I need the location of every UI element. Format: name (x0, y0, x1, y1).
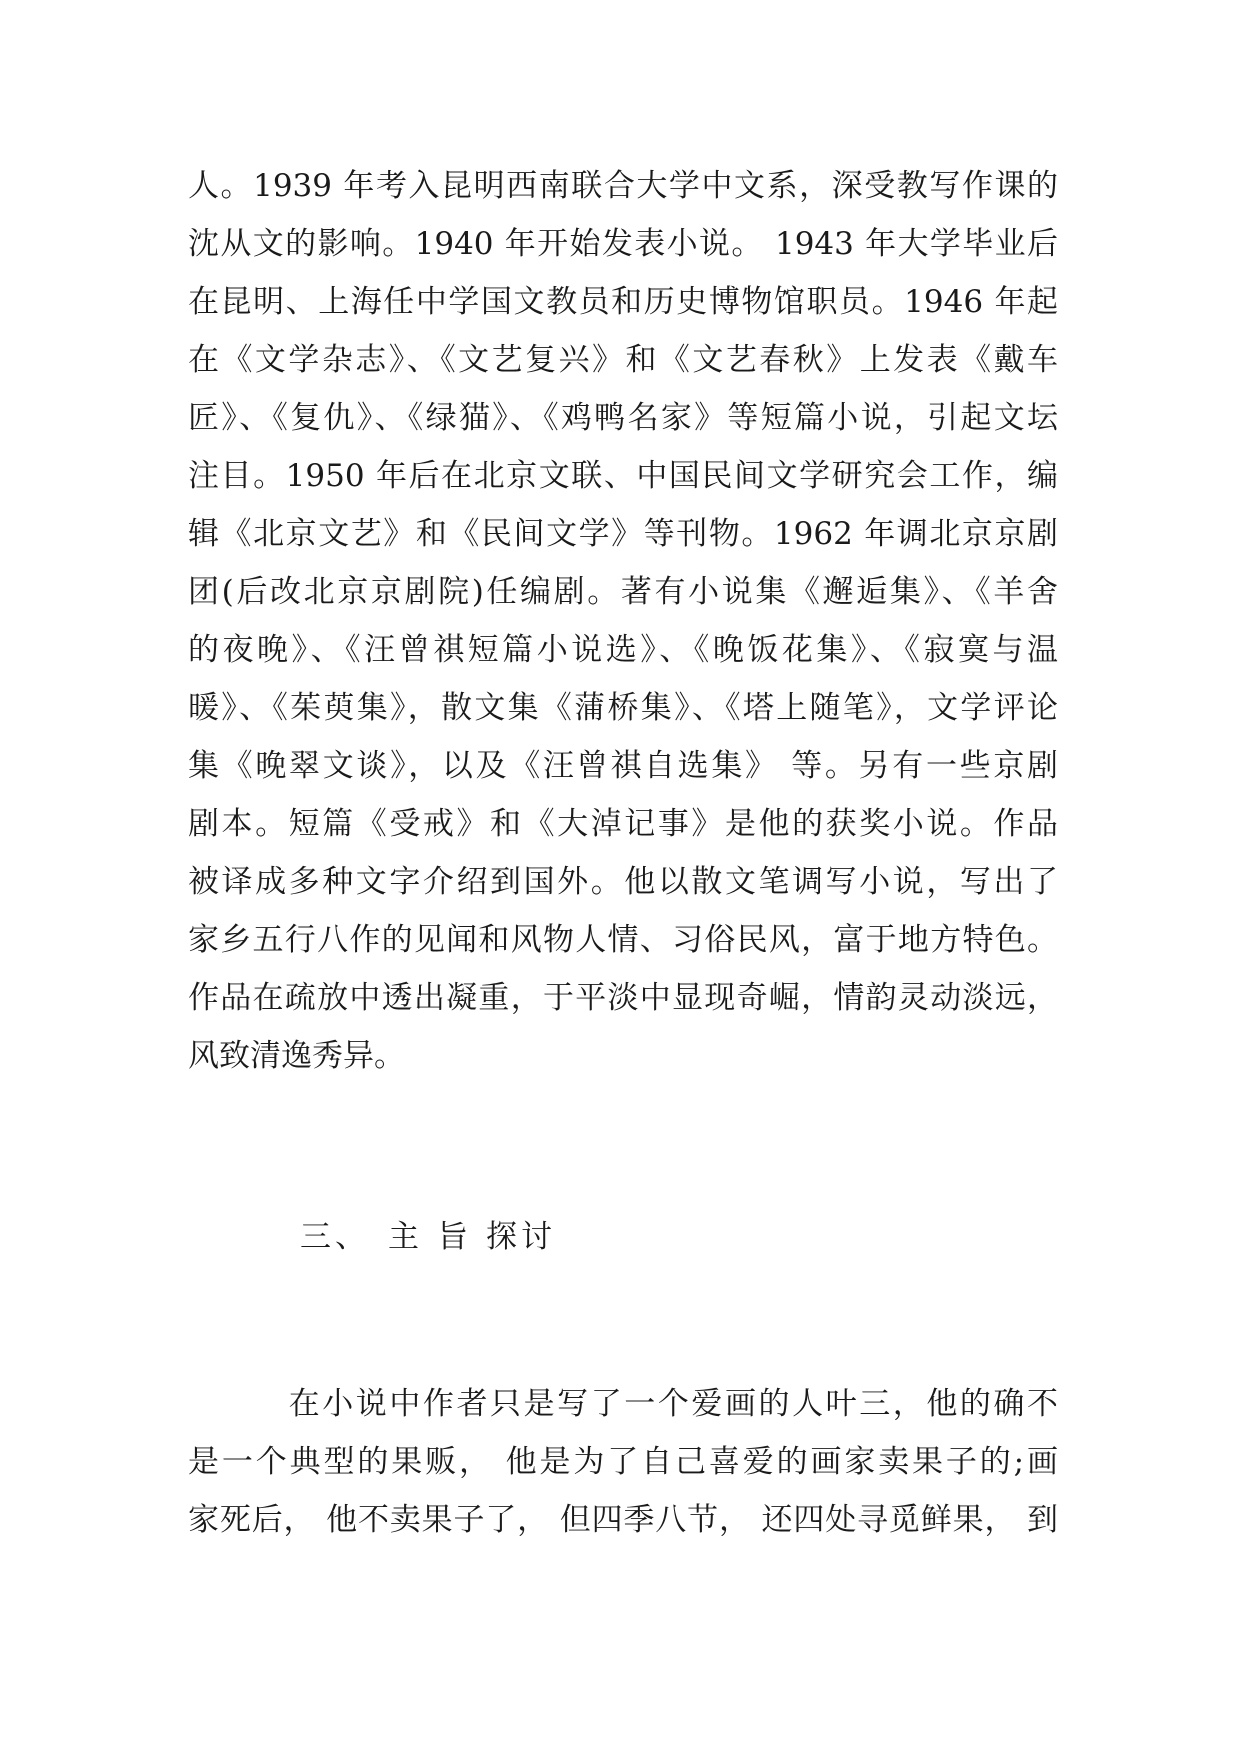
section-title-part: 探讨 (486, 1219, 556, 1255)
author-bio-paragraph (188, 157, 1058, 1085)
text-line: 家乡五行八作的见闻和风物人情、习俗民风，富于地方特色。 (188, 922, 1058, 958)
text-line: 在小说中作者只是写了一个爱画的人叶三，他的确不 (188, 1386, 1058, 1422)
text-line: 家死后， 他不卖果子了， 但四季八节， 还四处寻觅鲜果， 到 (188, 1502, 1058, 1538)
section-heading (300, 1208, 556, 1266)
text-line: 被译成多种文字介绍到国外。他以散文笔调写小说，写出了 (188, 864, 1058, 900)
text-line: 风致清逸秀异。 (188, 1038, 405, 1074)
text-line: 团(后改北京京剧院)任编剧。著有小说集《邂逅集》、《羊舍 (188, 574, 1058, 610)
text-line: 沈从文的影响。1940 年开始发表小说。 1943 年大学毕业后 (188, 226, 1058, 262)
text-line: 暖》、《茱萸集》，散文集《蒲桥集》、《塔上随笔》，文学评论 (188, 690, 1058, 726)
text-line: 在《文学杂志》、《文艺复兴》和《文艺春秋》上发表《戴车 (188, 342, 1058, 378)
text-line: 集《晚翠文谈》，以及《汪曾祺自选集》 等。另有一些京剧 (188, 748, 1058, 784)
body-paragraph (188, 1375, 1058, 1549)
section-number: 三、 (300, 1219, 370, 1255)
text-line: 是一个典型的果贩， 他是为了自己喜爱的画家卖果子的;画 (188, 1444, 1058, 1480)
text-line: 在昆明、上海任中学国文教员和历史博物馆职员。1946 年起 (188, 284, 1058, 320)
text-line: 辑《北京文艺》和《民间文学》等刊物。1962 年调北京京剧 (188, 516, 1058, 552)
section-title-part: 旨 (437, 1219, 472, 1255)
text-line: 匠》、《复仇》、《绿猫》、《鸡鸭名家》等短篇小说，引起文坛 (188, 400, 1058, 436)
text-line: 作品在疏放中透出凝重，于平淡中显现奇崛，情韵灵动淡远， (188, 980, 1058, 1016)
text-line: 人。1939 年考入昆明西南联合大学中文系，深受教写作课的 (188, 168, 1058, 204)
text-line: 剧本。短篇《受戒》和《大淖记事》是他的获奖小说。作品 (188, 806, 1058, 842)
text-line: 注目。1950 年后在北京文联、中国民间文学研究会工作，编 (188, 458, 1058, 494)
section-title-part: 主 (388, 1219, 423, 1255)
text-line: 的夜晚》、《汪曾祺短篇小说选》、《晚饭花集》、《寂寞与温 (188, 632, 1058, 668)
